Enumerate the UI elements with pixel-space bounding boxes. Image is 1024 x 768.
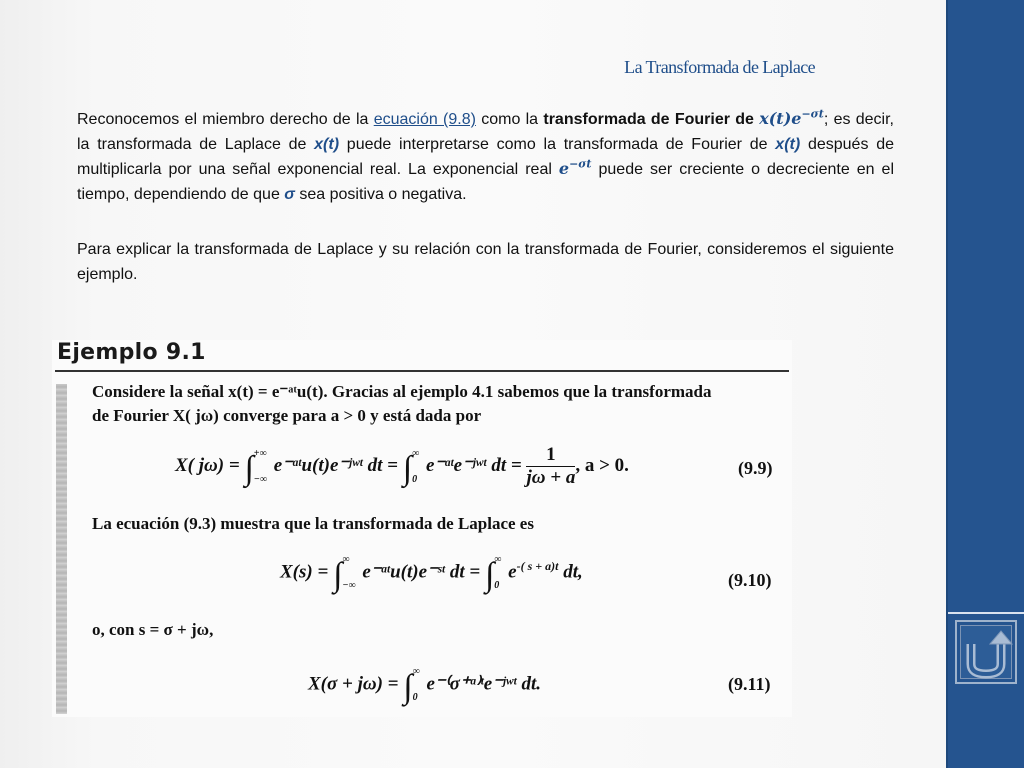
p1-math-exp-base: 𝒆	[558, 159, 570, 178]
eq1-int2-upper: ∞	[412, 447, 420, 459]
eq2-int2-body: e	[508, 561, 517, 583]
eq3-int-lower: 0	[412, 692, 418, 703]
integral-sign-icon: ∫	[484, 556, 495, 594]
equation-number-9-10: (9.10)	[728, 570, 772, 590]
p1-math-x-exp	[759, 109, 824, 128]
eq2-int2-limits	[494, 554, 501, 592]
eq1-int2-body: e⁻ᵃᵗe⁻ʲʷᵗ dt =	[425, 454, 522, 476]
eq1-int1-limits	[254, 448, 267, 486]
eq3-int-upper: ∞	[412, 666, 420, 677]
eq2-int1-upper: ∞	[342, 554, 350, 565]
p1-text-2: como la	[475, 111, 544, 128]
integral-sign-icon: ∫	[402, 449, 413, 487]
eq1-int1-lower: −∞	[253, 473, 267, 485]
equation-number-9-9: (9.9)	[738, 458, 773, 478]
eq2-int2-lower: 0	[494, 580, 500, 591]
eq1-int1-upper: +∞	[253, 447, 267, 459]
p1-sigma: σ	[284, 185, 295, 203]
equation-9-10	[280, 554, 583, 594]
p1-math-x-exp-sup: −𝝈𝒕	[801, 107, 824, 121]
equation-9-11	[308, 666, 541, 706]
eq3-int-limits	[413, 666, 420, 704]
eq2-lhs: X(s) =	[280, 561, 329, 583]
eq2-int2-upper: ∞	[494, 554, 502, 565]
eq1-condition: , a > 0.	[575, 454, 629, 476]
eq1-lhs: X( jω) =	[175, 454, 240, 476]
example-heading: Ejemplo 9.1	[57, 340, 206, 365]
eq3-body: e⁻⁽σ⁺ᵃ⁾ᵗe⁻ʲʷᵗ dt.	[426, 673, 542, 695]
example-line-1: Considere la señal x(t) = e⁻ᵃᵗu(t). Gracias al ejemplo 4.1 sabemos que la transformada	[92, 382, 712, 401]
eq1-int2-lower: 0	[412, 473, 418, 485]
u-turn-return-icon	[957, 622, 1015, 682]
eq1-fraction	[526, 444, 575, 489]
eq1-int1-body: e⁻ᵃᵗu(t)e⁻ʲʷᵗ dt =	[273, 454, 398, 476]
p1-text-3: ; es decir, la transformada de Laplace de	[77, 111, 895, 153]
integral-sign-icon: ∫	[403, 668, 413, 706]
eq2-int2-exp: -( s + a)t	[516, 559, 559, 574]
eq2-int1-limits	[342, 554, 355, 592]
example-line-2: de Fourier X( jω) converge para a > 0 y está dada por	[92, 406, 482, 425]
p1-xt-2: x(t)	[775, 135, 801, 153]
equation-9-9	[175, 444, 629, 489]
eq2-int2-tail: dt,	[558, 561, 583, 583]
eq2-int1-lower: −∞	[342, 580, 356, 591]
example-heading-rule	[55, 370, 789, 372]
equation-number-9-11: (9.11)	[728, 674, 771, 694]
example-line-3: La ecuación (9.3) muestra que la transformada de Laplace es	[92, 514, 534, 533]
p1-math-x-exp-base: 𝒙(𝒕)𝒆	[759, 109, 802, 128]
p1-text-5: después de multiplicarla por una señal exponencial real. La exponencial real	[77, 135, 894, 178]
example-line-4: o, con s = σ + jω,	[92, 620, 214, 639]
p1-math-exp	[559, 159, 592, 178]
p1-text-7: sea positiva o negativa.	[294, 185, 467, 203]
p1-text-1: Reconocemos el miembro derecho de la	[77, 111, 374, 128]
p1-text-4: puede interpretarse como la transformada de Fourier de	[339, 135, 776, 153]
equation-9-8-link[interactable]: ecuación (9.8)	[373, 111, 476, 128]
eq1-frac-num: 1	[526, 444, 575, 467]
p1-bold-fourier: transformada de Fourier de	[543, 111, 754, 128]
p1-math-exp-sup: −𝝈𝒕	[569, 157, 592, 171]
integral-sign-icon: ∫	[244, 449, 254, 487]
example-9-1-image	[52, 340, 792, 717]
eq1-frac-den: jω + a	[526, 467, 576, 488]
p1-text-6: puede ser creciente o decreciente en el tiempo, dependiendo de que	[77, 161, 894, 203]
eq2-int1-body: e⁻ᵃᵗu(t)e⁻ˢᵗ dt =	[362, 561, 481, 583]
paragraph-fourier-interpretation	[77, 107, 894, 207]
slide-title: La Transformada de Laplace	[624, 57, 815, 77]
integral-sign-icon: ∫	[333, 556, 343, 594]
sidebar-divider	[948, 612, 1024, 614]
paragraph-example-intro: Para explicar la transformada de Laplace y su relación con la transformada de Fourier, consideremos el siguiente ejemplo.	[77, 241, 894, 283]
p1-xt-1: x(t)	[314, 135, 340, 153]
eq3-lhs: X(σ + jω) =	[308, 673, 399, 695]
scan-edge-bar	[56, 384, 67, 714]
eq1-int2-limits	[412, 448, 419, 486]
return-button[interactable]	[955, 620, 1017, 684]
